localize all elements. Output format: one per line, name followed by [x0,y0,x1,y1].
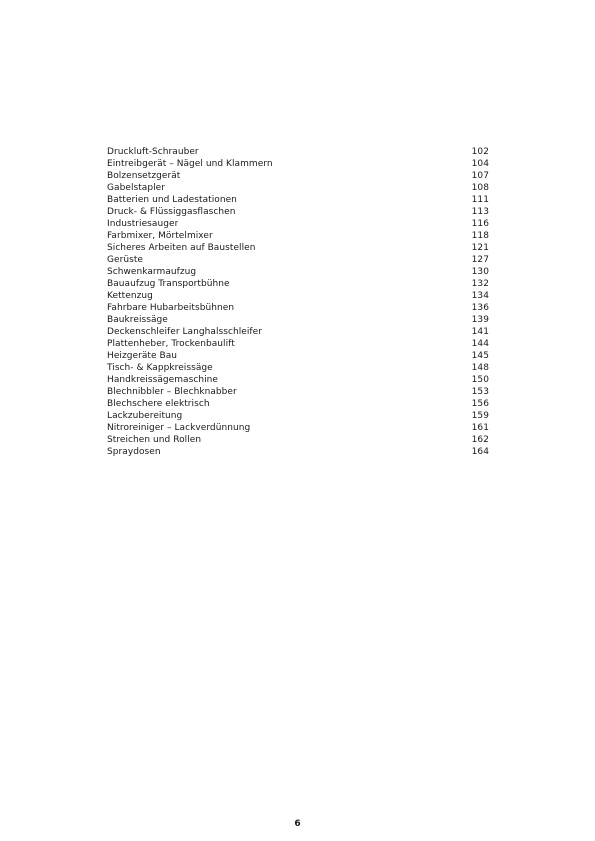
toc-entry-page: 164 [471,447,489,457]
toc-entry-page: 118 [471,231,489,241]
toc-entry[interactable] [107,326,489,338]
toc-entry-title: Blechnibbler – Blechknabber [107,387,237,397]
toc-entry[interactable] [107,242,489,254]
toc-entry[interactable] [107,290,489,302]
toc-entry[interactable] [107,182,489,194]
toc-entry-title: Druckluft-Schrauber [107,147,199,157]
toc-entry[interactable] [107,386,489,398]
toc-entry-page: 111 [471,195,489,205]
toc-entry[interactable] [107,362,489,374]
toc-entry-page: 139 [471,315,489,325]
toc-entry-title: Fahrbare Hubarbeitsbühnen [107,303,235,313]
toc-entry[interactable] [107,266,489,278]
toc-entry-title: Heizgeräte Bau [107,351,178,361]
toc-entry[interactable] [107,194,489,206]
toc-entry-page: 150 [471,375,489,385]
toc-entry-page: 134 [471,291,489,301]
toc-entry-title: Bolzensetzgerät [107,171,181,181]
toc-entry-page: 127 [471,255,489,265]
toc-entry[interactable] [107,374,489,386]
toc-entry-page: 144 [471,339,489,349]
toc-entry-page: 136 [471,303,489,313]
toc-entry-page: 161 [471,423,489,433]
page-number: 6 [294,819,301,829]
toc-entry-title: Schwenkarmaufzug [107,267,197,277]
toc-entry-title: Sicheres Arbeiten auf Baustellen [107,243,256,253]
toc-entry-title: Farbmixer, Mörtelmixer [107,231,213,241]
toc-entry-title: Kettenzug [107,291,153,301]
toc-entry-page: 107 [471,171,489,181]
toc-entry-page: 141 [471,327,489,337]
toc-entry[interactable] [107,170,489,182]
toc-entry-title: Bauaufzug Transportbühne [107,279,230,289]
toc-entry[interactable] [107,278,489,290]
toc-entry[interactable] [107,434,489,446]
toc-entry[interactable] [107,254,489,266]
toc-entry-page: 153 [471,387,489,397]
toc-entry-title: Lackzubereitung [107,411,183,421]
toc-entry-title: Deckenschleifer Langhalsschleifer [107,327,262,337]
toc-entry-title: Nitroreiniger – Lackverdünnung [107,423,251,433]
toc-entry-page: 132 [471,279,489,289]
toc-entry-page: 130 [471,267,489,277]
toc-entry[interactable] [107,422,489,434]
toc-entry-title: Streichen und Rollen [107,435,202,445]
toc-entry-title: Gerüste [107,255,144,265]
toc-entry[interactable] [107,314,489,326]
toc-entry-page: 116 [471,219,489,229]
toc-entry-page: 113 [471,207,489,217]
toc-entry[interactable] [107,206,489,218]
toc-entry-title: Plattenheber, Trockenbaulift [107,339,235,349]
toc-entry-page: 121 [471,243,489,253]
toc-entry[interactable] [107,230,489,242]
toc-entry[interactable] [107,398,489,410]
toc-entry[interactable] [107,302,489,314]
toc-entry-page: 162 [471,435,489,445]
toc-entry-title: Industriesauger [107,219,179,229]
toc-entry-title: Druck- & Flüssiggasflaschen [107,207,236,217]
toc-entry[interactable] [107,338,489,350]
toc-entry-title: Batterien und Ladestationen [107,195,237,205]
toc-entry-title: Eintreibgerät – Nägel und Klammern [107,159,273,169]
toc-entry[interactable] [107,158,489,170]
toc-entry-page: 108 [471,183,489,193]
toc-entry-page: 104 [471,159,489,169]
toc-entry-title: Handkreissägemaschine [107,375,219,385]
toc-entry-title: Baukreissäge [107,315,168,325]
toc-entry-page: 145 [471,351,489,361]
toc-entry[interactable] [107,350,489,362]
toc-entry[interactable] [107,146,489,158]
toc-entry[interactable] [107,446,489,458]
toc-entry-title: Tisch- & Kappkreissäge [107,363,213,373]
toc-entry-page: 156 [471,399,489,409]
toc-entry[interactable] [107,410,489,422]
toc-entry-title: Gabelstapler [107,183,166,193]
toc-entry-title: Blechschere elektrisch [107,399,210,409]
table-of-contents [107,146,489,458]
toc-entry-page: 148 [471,363,489,373]
toc-entry-page: 102 [471,147,489,157]
toc-entry-title: Spraydosen [107,447,161,457]
toc-entry-page: 159 [471,411,489,421]
toc-entry[interactable] [107,218,489,230]
